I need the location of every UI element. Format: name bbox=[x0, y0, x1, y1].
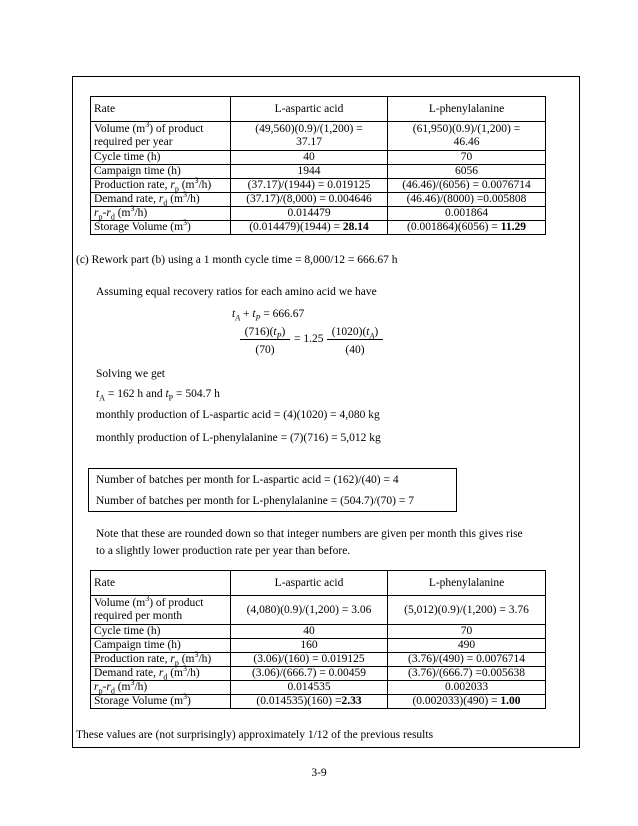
header-rate: Rate bbox=[91, 571, 231, 596]
note-line-1: Note that these are rounded down so that integer numbers are given per month this gives rise bbox=[96, 528, 523, 540]
table-row bbox=[91, 667, 546, 681]
batches-box bbox=[88, 468, 457, 512]
ratio-factor: = 1.25 bbox=[294, 333, 324, 345]
page-number: 3-9 bbox=[311, 767, 327, 779]
time-sum-equation: $t_A + t_P = 666.67$ bbox=[232, 308, 305, 323]
table-row bbox=[91, 639, 546, 653]
production-phenylalanine: (46.46)/(6056) = 0.0076714 bbox=[388, 179, 546, 193]
net-rate-label: $r_p-r_d$ $(m^3/h)$ bbox=[91, 207, 231, 221]
net-rate-phenylalanine: 0.001864 bbox=[388, 207, 546, 221]
cycle-label: Cycle time (h) bbox=[91, 151, 231, 165]
cycle-aspartic: 40 bbox=[231, 625, 388, 639]
production-aspartic: (3.06)/(160) = 0.019125 bbox=[231, 653, 388, 667]
header-aspartic: L-aspartic acid bbox=[231, 571, 388, 596]
table-row bbox=[91, 695, 546, 709]
campaign-label: Campaign time (h) bbox=[91, 165, 231, 179]
batches-phenylalanine: Number of batches per month for L-phenylalanine = (504.7)/(70) = 7 bbox=[96, 495, 414, 507]
production-label: Production rate, $r_p$ $(m^3/h)$ bbox=[91, 179, 231, 193]
volume-aspartic: (4,080)(0.9)/(1,200) = 3.06 bbox=[231, 596, 388, 625]
table-row bbox=[91, 625, 546, 639]
net-rate-aspartic: 0.014535 bbox=[231, 681, 388, 695]
volume-label: Volume $(m^3)$ of product required per month bbox=[91, 596, 231, 625]
note-line-2: to a slightly lower production rate per year than before. bbox=[96, 545, 351, 557]
demand-phenylalanine: (3.76)/(666.7) =0.005638 bbox=[388, 667, 546, 681]
cycle-label: Cycle time (h) bbox=[91, 625, 231, 639]
demand-aspartic: (3.06)/(666.7) = 0.00459 bbox=[231, 667, 388, 681]
table-header-row bbox=[91, 571, 546, 596]
table-row bbox=[91, 122, 546, 151]
table-row bbox=[91, 165, 546, 179]
production-label: Production rate, $r_p$ $(m^3/h)$ bbox=[91, 653, 231, 667]
cycle-phenylalanine: 70 bbox=[388, 151, 546, 165]
header-aspartic: L-aspartic acid bbox=[231, 97, 388, 122]
monthly-aspartic: monthly production of L-aspartic acid = (4)(1020) = 4,080 kg bbox=[96, 409, 380, 421]
conclusion-text: These values are (not surprisingly) approximately 1/12 of the previous results bbox=[76, 729, 434, 741]
table-row bbox=[91, 207, 546, 221]
demand-phenylalanine: (46.46)/(8000) =0.005808 bbox=[388, 193, 546, 207]
fraction-left: $\frac{(716)(t_P)}{(70)}$ bbox=[240, 325, 290, 357]
table-row bbox=[91, 179, 546, 193]
volume-label: Volume $(m^3)$ of product required per year bbox=[91, 122, 231, 151]
part-c-heading: (c) Rework part (b) using a 1 month cycle time = 8,000/12 = 666.67 h bbox=[76, 254, 398, 266]
net-rate-aspartic: 0.014479 bbox=[231, 207, 388, 221]
demand-label: Demand rate, $r_d$ $(m^3/h)$ bbox=[91, 193, 231, 207]
table-row bbox=[91, 653, 546, 667]
batches-aspartic: Number of batches per month for L-aspartic acid = (162)/(40) = 4 bbox=[96, 474, 399, 486]
header-rate: Rate bbox=[91, 97, 231, 122]
production-phenylalanine: (3.76)/(490) = 0.0076714 bbox=[388, 653, 546, 667]
volume-aspartic: (49,560)(0.9)/(1,200) = 37.17 bbox=[231, 122, 388, 151]
fraction-right: $\frac{(1020)(t_A)}{(40)}$ bbox=[327, 325, 383, 357]
campaign-label: Campaign time (h) bbox=[91, 639, 231, 653]
campaign-phenylalanine: 490 bbox=[388, 639, 546, 653]
table-header-row bbox=[91, 97, 546, 122]
cycle-aspartic: 40 bbox=[231, 151, 388, 165]
production-aspartic: (37.17)/(1944) = 0.019125 bbox=[231, 179, 388, 193]
storage-phenylalanine: (0.001864)(6056) = 11.29 bbox=[388, 221, 546, 235]
table-row bbox=[91, 596, 546, 625]
demand-label: Demand rate, $r_d$ $(m^3/h)$ bbox=[91, 667, 231, 681]
campaign-aspartic: 160 bbox=[231, 639, 388, 653]
net-rate-label: $r_p-r_d$ $(m^3/h)$ bbox=[91, 681, 231, 695]
campaign-aspartic: 1944 bbox=[231, 165, 388, 179]
assumption-text: Assuming equal recovery ratios for each amino acid we have bbox=[96, 286, 377, 298]
table-row bbox=[91, 151, 546, 165]
campaign-phenylalanine: 6056 bbox=[388, 165, 546, 179]
storage-aspartic: (0.014479)(1944) = 28.14 bbox=[231, 221, 388, 235]
storage-aspartic: (0.014535)(160) =2.33 bbox=[231, 695, 388, 709]
demand-aspartic: (37.17)/(8,000) = 0.004646 bbox=[231, 193, 388, 207]
storage-phenylalanine: (0.002033)(490) = 1.00 bbox=[388, 695, 546, 709]
results-table-monthly bbox=[90, 570, 546, 709]
table-row bbox=[91, 681, 546, 695]
volume-phenylalanine: (61,950)(0.9)/(1,200) = 46.46 bbox=[388, 122, 546, 151]
net-rate-phenylalanine: 0.002033 bbox=[388, 681, 546, 695]
header-phenylalanine: L-phenylalanine bbox=[388, 97, 546, 122]
cycle-phenylalanine: 70 bbox=[388, 625, 546, 639]
header-phenylalanine: L-phenylalanine bbox=[388, 571, 546, 596]
storage-label: Storage Volume $(m^3)$ bbox=[91, 695, 231, 709]
solution-times: $t_A = 162$ h and $t_P = 504.7$ h bbox=[96, 388, 220, 403]
storage-label: Storage Volume $(m^3)$ bbox=[91, 221, 231, 235]
table-row bbox=[91, 193, 546, 207]
monthly-phenylalanine: monthly production of L-phenylalanine = (7)(716) = 5,012 kg bbox=[96, 432, 381, 444]
solving-text: Solving we get bbox=[96, 368, 165, 380]
table-row bbox=[91, 221, 546, 235]
results-table-yearly bbox=[90, 96, 546, 235]
volume-phenylalanine: (5,012)(0.9)/(1,200) = 3.76 bbox=[388, 596, 546, 625]
